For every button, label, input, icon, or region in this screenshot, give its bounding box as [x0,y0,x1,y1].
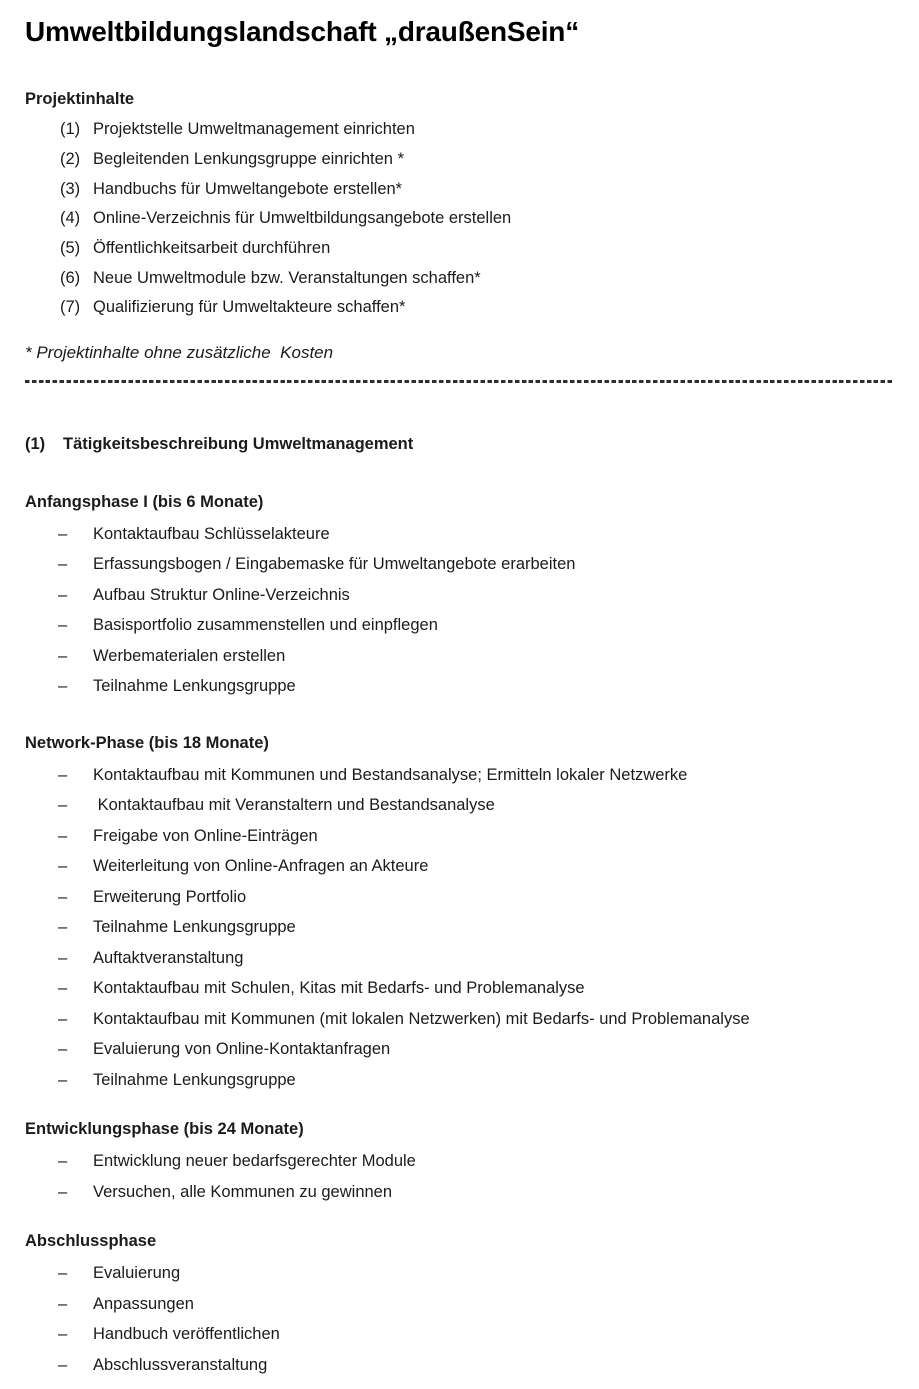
bullet-item [25,641,893,672]
bullet-item [25,943,893,974]
dash-marker: – [58,677,68,696]
dash-marker: – [58,979,68,998]
bullet-text: Basisportfolio zusammenstellen und einpflegen [93,616,438,635]
bullet-text: Teilnahme Lenkungsgruppe [93,918,296,937]
dash-marker: – [58,857,68,876]
list-item [25,145,893,175]
dash-marker: – [58,765,68,784]
bullet-item [25,610,893,641]
bullet-text: Teilnahme Lenkungsgruppe [93,1070,296,1089]
section-number: (1) [25,434,46,453]
item-number: (3) [60,179,81,198]
bullet-text: Auftaktveranstaltung [93,948,244,967]
dash-marker: – [58,796,68,815]
network-phase-list [25,760,893,1096]
bullet-item [25,519,893,550]
bullet-item [25,549,893,580]
projektinhalte-list [25,115,893,323]
list-item [25,204,893,234]
bullet-item [25,671,893,702]
bullet-item [25,1289,893,1320]
bullet-text: Aufbau Struktur Online-Verzeichnis [93,585,350,604]
bullet-text: Teilnahme Lenkungsgruppe [93,677,296,696]
bullet-text: Kontaktaufbau mit Kommunen und Bestandsanalyse; Ermitteln lokaler Netzwerke [93,765,688,784]
bullet-text: Kontaktaufbau mit Kommunen (mit lokalen Netzwerken) mit Bedarfs- und Problemanalyse [93,1009,750,1028]
item-number: (5) [60,239,81,258]
list-item [25,174,893,204]
footnote: * Projektinhalte ohne zusätzliche Kosten [25,342,334,362]
bullet-item [25,1065,893,1096]
dash-marker: – [58,826,68,845]
dashed-divider [25,380,893,383]
bullet-item [25,580,893,611]
bullet-text: Evaluierung von Online-Kontaktanfragen [93,1040,391,1059]
bullet-text: Kontaktaufbau Schlüsselakteure [93,524,330,543]
bullet-text: Anpassungen [93,1294,194,1313]
bullet-text: Kontaktaufbau mit Veranstaltern und Bestandsanalyse [93,796,495,815]
dash-marker: – [58,524,68,543]
bullet-text: Freigabe von Online-Einträgen [93,826,318,845]
list-item [25,115,893,145]
dash-marker: – [58,887,68,906]
item-number: (4) [60,209,81,228]
dash-marker: – [58,948,68,967]
bullet-text: Kontaktaufbau mit Schulen, Kitas mit Bedarfs- und Problemanalyse [93,979,585,998]
dash-marker: – [58,1182,68,1201]
item-text: Qualifizierung für Umweltakteure schaffen* [93,298,406,317]
bullet-text: Erweiterung Portfolio [93,887,247,906]
dash-marker: – [58,616,68,635]
bullet-text: Weiterleitung von Online-Anfragen an Akteure [93,857,429,876]
item-number: (1) [60,120,81,139]
item-number: (7) [60,298,81,317]
list-item [25,234,893,264]
dash-marker: – [58,1040,68,1059]
bullet-text: Handbuch veröffentlichen [93,1325,280,1344]
phase-heading-anfangsphase: Anfangsphase I (bis 6 Monate) [25,492,264,511]
bullet-text: Evaluierung [93,1264,181,1283]
abschlussphase-list [25,1258,893,1380]
section-heading-taetigkeit [25,433,893,455]
item-text: Neue Umweltmodule bzw. Veranstaltungen schaffen* [93,268,481,287]
bullet-item [25,1146,893,1177]
list-item [25,263,893,293]
item-text: Projektstelle Umweltmanagement einrichten [93,120,415,139]
dash-marker: – [58,1009,68,1028]
bullet-item [25,1319,893,1350]
item-number: (2) [60,150,81,169]
phase-heading-network-phase: Network-Phase (bis 18 Monate) [25,733,269,752]
list-item [25,293,893,323]
bullet-text: Erfassungsbogen / Eingabemaske für Umweltangebote erarbeiten [93,555,576,574]
item-text: Online-Verzeichnis für Umweltbildungsangebote erstellen [93,209,512,228]
phase-heading-entwicklungsphase: Entwicklungsphase (bis 24 Monate) [25,1120,304,1139]
bullet-item [25,1258,893,1289]
bullet-text: Abschlussveranstaltung [93,1355,268,1374]
bullet-text: Versuchen, alle Kommunen zu gewinnen [93,1182,393,1201]
bullet-text: Werbematerialen erstellen [93,646,286,665]
phase-heading-abschlussphase: Abschlussphase [25,1232,157,1251]
entwicklungsphase-list [25,1146,893,1207]
item-text: Handbuchs für Umweltangebote erstellen* [93,179,403,198]
bullet-item [25,912,893,943]
dash-marker: – [58,646,68,665]
bullet-text: Entwicklung neuer bedarfsgerechter Module [93,1152,416,1171]
item-text: Begleitenden Lenkungsgruppe einrichten * [93,150,404,169]
section-heading-projektinhalte: Projektinhalte [25,90,135,108]
dash-marker: – [58,1294,68,1313]
dash-marker: – [58,918,68,937]
bullet-item [25,760,893,791]
bullet-item [25,821,893,852]
bullet-item [25,1350,893,1381]
section-title: Tätigkeitsbeschreibung Umweltmanagement [63,434,414,453]
bullet-item [25,882,893,913]
dash-marker: – [58,1070,68,1089]
bullet-item [25,1034,893,1065]
bullet-item [25,790,893,821]
page-title: Umweltbildungslandschaft „draußenSein“ [25,16,580,47]
dash-marker: – [58,1264,68,1283]
bullet-item [25,851,893,882]
dash-marker: – [58,585,68,604]
dash-marker: – [58,1325,68,1344]
dash-marker: – [58,555,68,574]
item-number: (6) [60,268,81,287]
dash-marker: – [58,1355,68,1374]
anfangsphase-list [25,519,893,702]
bullet-item [25,1004,893,1035]
bullet-item [25,973,893,1004]
item-text: Öffentlichkeitsarbeit durchführen [93,239,331,258]
bullet-item [25,1177,893,1208]
dash-marker: – [58,1152,68,1171]
